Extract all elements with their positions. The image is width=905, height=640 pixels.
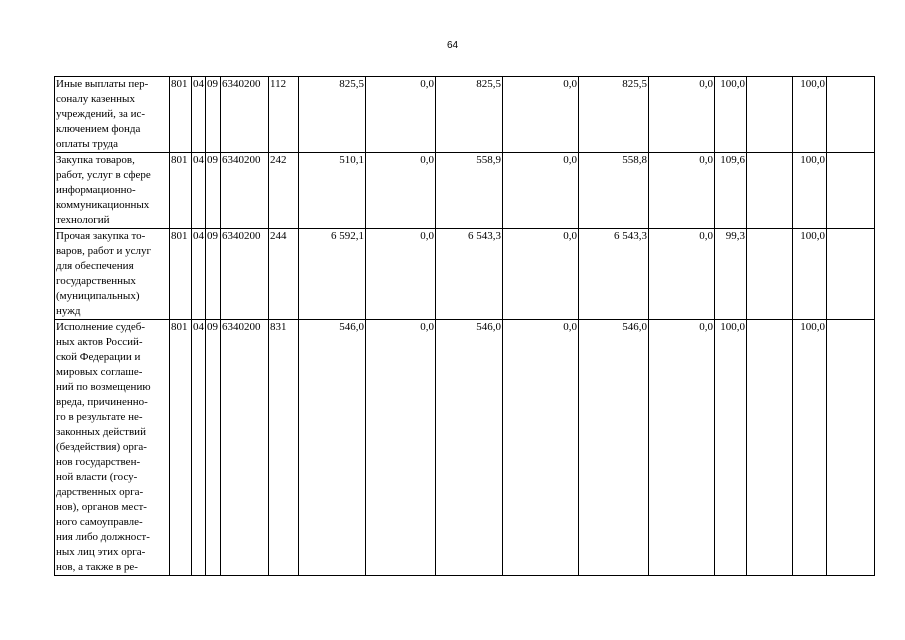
code-target: 6340200 xyxy=(221,77,269,153)
value-cell: 6 543,3 xyxy=(436,229,503,320)
percent-cell: 100,0 xyxy=(793,153,827,229)
value-cell: 0,0 xyxy=(503,153,579,229)
value-cell: 0,0 xyxy=(366,320,436,576)
value-cell xyxy=(747,77,793,153)
percent-cell: 100,0 xyxy=(793,77,827,153)
value-cell: 825,5 xyxy=(299,77,366,153)
value-cell xyxy=(827,320,875,576)
code-subsection: 09 xyxy=(206,77,221,153)
value-cell: 0,0 xyxy=(649,320,715,576)
percent-cell: 100,0 xyxy=(715,77,747,153)
percent-cell: 100,0 xyxy=(715,320,747,576)
value-cell: 825,5 xyxy=(579,77,649,153)
value-cell: 0,0 xyxy=(366,153,436,229)
value-cell: 6 543,3 xyxy=(579,229,649,320)
percent-cell: 100,0 xyxy=(793,229,827,320)
code-expense-type: 244 xyxy=(269,229,299,320)
code-subsection: 09 xyxy=(206,153,221,229)
value-cell: 6 592,1 xyxy=(299,229,366,320)
value-cell: 510,1 xyxy=(299,153,366,229)
code-ministry: 801 xyxy=(170,320,192,576)
table-row xyxy=(55,229,875,320)
value-cell xyxy=(827,229,875,320)
value-cell xyxy=(827,77,875,153)
value-cell: 0,0 xyxy=(366,229,436,320)
code-target: 6340200 xyxy=(221,229,269,320)
table-row xyxy=(55,320,875,576)
value-cell: 0,0 xyxy=(503,229,579,320)
value-cell: 546,0 xyxy=(436,320,503,576)
code-ministry: 801 xyxy=(170,153,192,229)
code-target: 6340200 xyxy=(221,320,269,576)
row-description: Прочая закупка то- варов, работ и услуг для обеспечения государственных (муниципальных) нужд xyxy=(55,229,170,320)
value-cell: 0,0 xyxy=(649,153,715,229)
value-cell xyxy=(747,320,793,576)
code-expense-type: 242 xyxy=(269,153,299,229)
percent-cell: 100,0 xyxy=(793,320,827,576)
code-target: 6340200 xyxy=(221,153,269,229)
table-row xyxy=(55,153,875,229)
value-cell: 546,0 xyxy=(299,320,366,576)
code-expense-type: 112 xyxy=(269,77,299,153)
row-description: Закупка товаров, работ, услуг в сфере информационно- коммуникационных технологий xyxy=(55,153,170,229)
value-cell: 0,0 xyxy=(649,77,715,153)
code-section: 04 xyxy=(192,77,206,153)
value-cell: 558,8 xyxy=(579,153,649,229)
value-cell: 0,0 xyxy=(649,229,715,320)
code-ministry: 801 xyxy=(170,77,192,153)
code-section: 04 xyxy=(192,229,206,320)
value-cell xyxy=(747,153,793,229)
budget-table xyxy=(54,76,875,576)
code-section: 04 xyxy=(192,153,206,229)
percent-cell: 109,6 xyxy=(715,153,747,229)
code-ministry: 801 xyxy=(170,229,192,320)
page-number: 64 xyxy=(446,40,459,51)
table-row xyxy=(55,77,875,153)
row-description: Исполнение судеб- ных актов Россий- ской Федерации и мировых соглаше- ний по возмещению вреда, причиненно- го в результате не- законных действий (бездействия) орга- нов государствен- ной власти (госу- дарственных орга- нов), органов мест- ного самоуправле- ния либо должност- ных лиц этих орга- нов, а также в ре- xyxy=(55,320,170,576)
code-section: 04 xyxy=(192,320,206,576)
table-body xyxy=(55,77,875,576)
value-cell: 0,0 xyxy=(503,320,579,576)
value-cell: 546,0 xyxy=(579,320,649,576)
value-cell xyxy=(747,229,793,320)
code-subsection: 09 xyxy=(206,229,221,320)
code-subsection: 09 xyxy=(206,320,221,576)
value-cell xyxy=(827,153,875,229)
value-cell: 0,0 xyxy=(503,77,579,153)
code-expense-type: 831 xyxy=(269,320,299,576)
value-cell: 0,0 xyxy=(366,77,436,153)
row-description: Иные выплаты пер- соналу казенных учреждений, за ис- ключением фонда оплаты труда xyxy=(55,77,170,153)
percent-cell: 99,3 xyxy=(715,229,747,320)
value-cell: 825,5 xyxy=(436,77,503,153)
value-cell: 558,9 xyxy=(436,153,503,229)
